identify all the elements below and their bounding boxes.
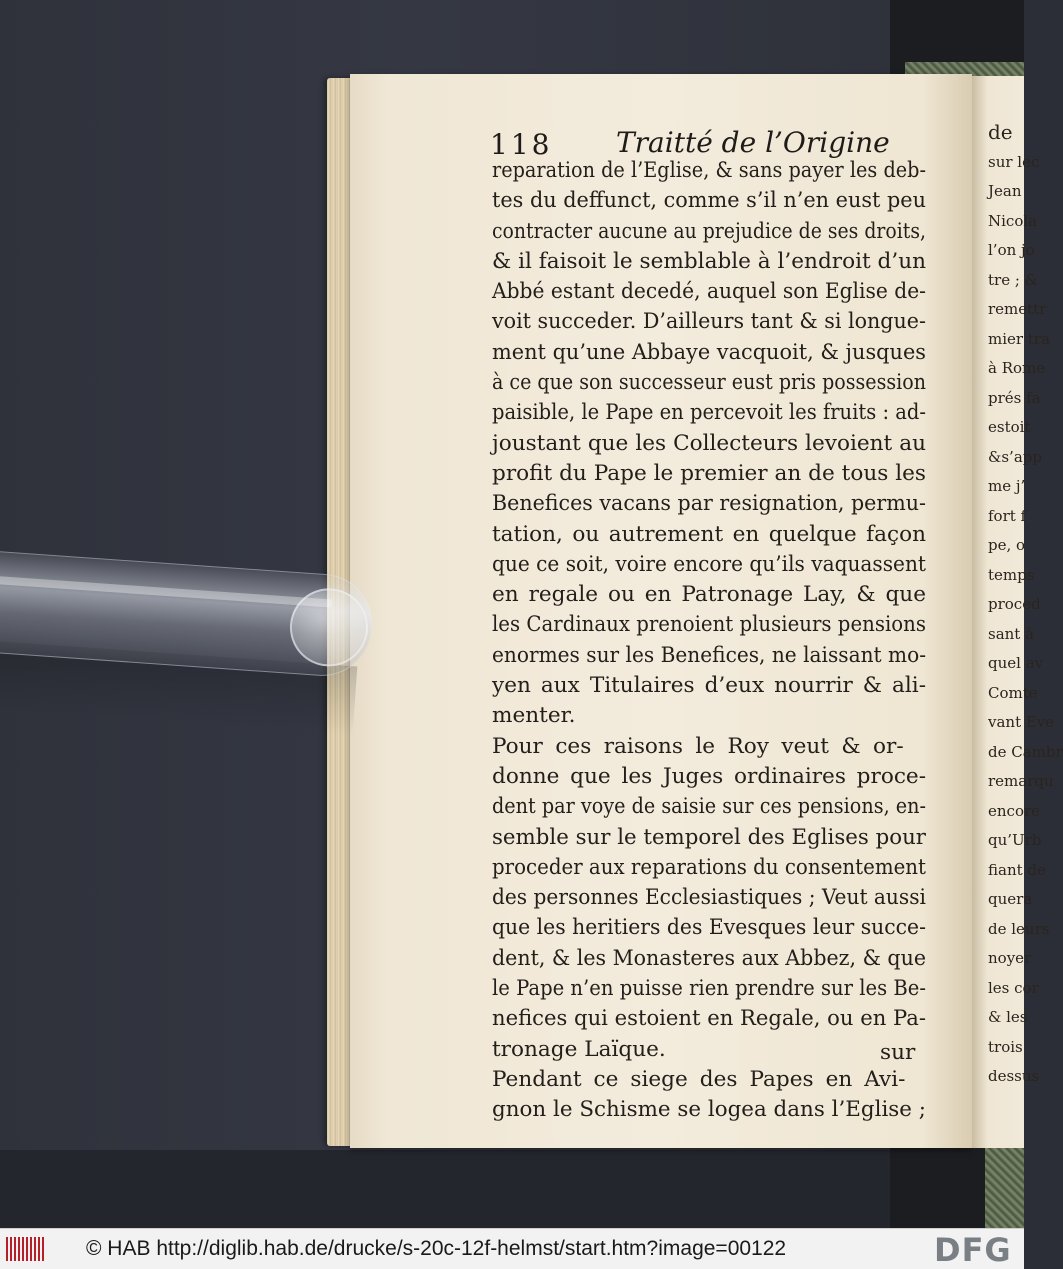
facing-text-line: temps [988,565,1035,584]
body-text [492,156,932,1126]
text-line: voit succeder. D’ailleurs tant & si longue- [492,309,926,335]
facing-text-line: trois [988,1037,1023,1056]
text-line: yen aux Titulaires d’eux nourrir & ali- [492,673,926,699]
facing-text-line: Nicola [988,211,1038,230]
text-line: que ce soit, voire encore qu’ils vaquassent [492,551,926,577]
text-line: enormes sur les Benefices, ne laissant mo- [492,642,926,668]
book-cover-bottom [985,1140,1024,1228]
facing-text-line: de Cambr [988,742,1063,761]
text-line: des personnes Ecclesiastiques ; Veut aussi [492,885,926,911]
facing-text-line: remettr [988,300,1047,318]
text-line: Pour ces raisons le Roy veut & or- [492,733,904,759]
text-line: dent, & les Monasteres aux Abbez, & que [492,945,926,971]
text-line: semble sur le temporel des Eglises pour [492,824,926,850]
facing-text-line: proced [988,595,1041,613]
footer-bar [0,1228,1024,1269]
facing-text-line: me j’ [988,477,1026,495]
facing-text-line: pe, o [988,536,1026,554]
text-line: en regale ou en Patronage Lay, & que [492,582,926,608]
text-line: dent par voye de saisie sur ces pensions, en- [492,794,926,820]
facing-text-line: de leurs [988,919,1050,938]
hab-logo-icon [6,1237,46,1261]
text-line: tronage Laïque. [492,1036,666,1062]
facing-text-line: noyer [988,949,1032,967]
dfg-logo: DFG [934,1231,1012,1269]
facing-text-line: fort f [988,506,1027,525]
facing-text-line: encore [988,801,1041,820]
facing-page-text [988,118,1063,1092]
facing-text-line: &s’app [988,447,1042,466]
facing-text-line: Comte [988,683,1038,702]
text-line: nefices qui estoient en Regale, ou en Pa- [492,1006,926,1032]
page-number: 118 [490,128,553,161]
glass-page-weight [0,520,396,738]
facing-text-line: qu’Urb [988,831,1042,849]
facing-text-line: quel av [988,654,1044,672]
text-line: paisible, le Pape en percevoit les fruits : ad- [492,400,926,426]
text-line: joustant que les Collecteurs levoient au [492,430,926,456]
catchword: sur [880,1040,916,1065]
text-line: tes du deffunct, comme s’il n’en eust peu [492,188,926,214]
text-line: ment qu’une Abbaye vacquoit, & jusques [492,339,926,365]
facing-text-line: fiant de [988,860,1046,879]
text-line: Abbé estant decedé, auquel son Eglise de- [492,279,926,305]
facing-text-line: prés fa [988,388,1041,407]
text-line: Benefices vacans par resignation, permu- [492,491,926,517]
facing-text-line: l’on jo [988,241,1035,259]
text-line: les Cardinaux prenoient plusieurs pensions [492,612,926,638]
facing-text-line: tre ; & [988,270,1039,289]
text-line: que les heritiers des Evesques leur succe- [492,915,926,941]
facing-text-line: à Rome [988,359,1046,377]
facing-text-line: Jean [988,182,1022,200]
text-line: proceder aux reparations du consentement [492,854,926,880]
copyright-link[interactable]: © HAB http://diglib.hab.de/drucke/s-20c-12f-helmst/start.htm?image=00122 [86,1237,787,1260]
text-line: à ce que son successeur eust pris possession [492,370,926,396]
facing-text-line: de [988,120,1013,144]
text-line: menter. [492,703,576,729]
text-line: tation, ou autrement en quelque façon [492,521,926,547]
text-line: & il faisoit le semblable à l’endroit d’un [492,248,926,274]
running-title: Traitté de l’Origine [616,126,890,159]
facing-text-line: quera [988,890,1033,908]
text-line: profit du Pape le premier an de tous les [492,460,926,486]
facing-text-line: sur lec [988,152,1040,171]
text-line: donne que les Juges ordinaires proce- [492,763,926,789]
facing-text-line: sant à [988,624,1035,643]
facing-text-line: dessus [988,1067,1040,1085]
facing-text-line: vant Eve [988,713,1055,731]
background-bottom [0,1150,900,1228]
text-line: gnon le Schisme se logea dans l’Eglise ; [492,1097,926,1123]
facing-text-line: mier tra [988,329,1050,348]
facing-text-line: les cor [988,978,1039,997]
facing-text-line: estoit [988,418,1031,436]
facing-text-line: & les [988,1008,1028,1026]
text-line: reparation de l’Eglise, & sans payer les deb- [492,158,926,183]
text-line: contracter aucune au prejudice de ses droits, [492,218,926,244]
text-line: Pendant ce siege des Papes en Avi- [492,1066,906,1092]
text-line: le Pape n’en puisse rien prendre sur les Be- [492,976,926,1002]
facing-text-line: remarqu [988,772,1054,790]
